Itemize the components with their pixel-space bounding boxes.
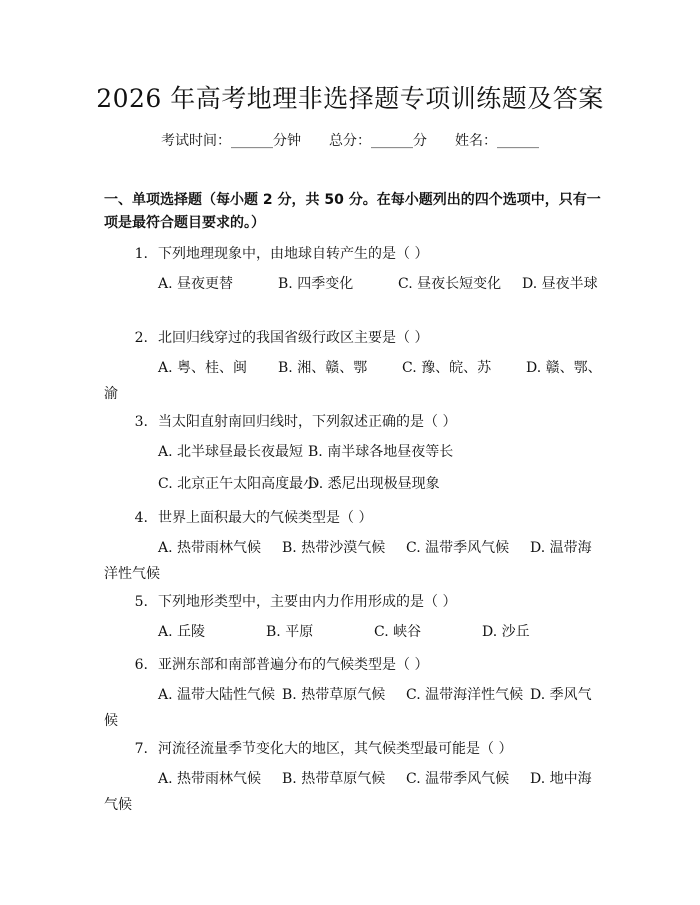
question-stem: [104, 411, 604, 433]
option-b: B. 热带草原气候: [282, 687, 386, 703]
document-title: 2026 年高考地理非选择题专项训练题及答案: [96, 84, 604, 113]
option-d: D. 赣、鄂、渝: [104, 360, 602, 402]
option-a: A. 昼夜更替: [158, 276, 234, 292]
option-a: A. 热带雨林气候: [158, 771, 262, 787]
option-b: B. 四季变化: [278, 276, 354, 292]
question-number: 3.: [134, 414, 148, 430]
total-score-label: 总分：______分: [329, 133, 427, 149]
question-options: [104, 355, 604, 407]
option-c: C. 峡谷: [374, 624, 422, 640]
option-c: C. 温带季风气候: [406, 771, 510, 787]
option-a: A. 粤、桂、闽: [158, 360, 248, 376]
question-options: [104, 682, 604, 734]
option-b: B. 南半球各地昼夜等长: [308, 444, 454, 460]
option-c: C. 温带季风气候: [406, 540, 510, 556]
option-d: D. 地中海气候: [104, 771, 592, 813]
question-stem: [104, 654, 604, 676]
option-b: B. 平原: [266, 624, 314, 640]
exam-meta: [0, 131, 700, 151]
question-text: 北回归线穿过的我国省级行政区主要是（ ）: [158, 330, 429, 346]
section-heading: 一、单项选择题（每小题 2 分，共 50 分。在每小题列出的四个选项中，只有一项是最符合题目要求的。）: [104, 192, 601, 231]
question-number: 6.: [134, 657, 148, 673]
question-options: [104, 271, 604, 297]
question-stem: [104, 738, 604, 760]
option-a: A. 热带雨林气候: [158, 540, 262, 556]
option-a: A. 丘陵: [158, 624, 206, 640]
question-text: 当太阳直射南回归线时，下列叙述正确的是（ ）: [158, 414, 457, 430]
question-number: 2.: [134, 330, 148, 346]
option-d: D. 悉尼出现极昼现象: [308, 476, 440, 492]
option-a: A. 北半球昼最长夜最短: [158, 444, 304, 460]
option-a: A. 温带大陆性气候: [158, 687, 276, 703]
question-stem: [104, 243, 604, 265]
question-options: [104, 471, 604, 497]
question-options: [104, 535, 604, 587]
option-c: C. 温带海洋性气候: [406, 687, 524, 703]
question-number: 1.: [134, 246, 148, 262]
question-stem: [104, 327, 604, 349]
student-name-label: 姓名：______: [455, 133, 539, 149]
question-options: [104, 766, 604, 818]
option-b: B. 热带草原气候: [282, 771, 386, 787]
option-b: B. 热带沙漠气候: [282, 540, 386, 556]
question-stem: [104, 507, 604, 529]
question-options: [104, 439, 604, 465]
option-c: C. 北京正午太阳高度最小: [158, 476, 318, 492]
question-text: 下列地形类型中，主要由内力作用形成的是（ ）: [158, 594, 457, 610]
question-number: 5.: [134, 594, 148, 610]
question-text: 亚洲东部和南部普遍分布的气候类型是（ ）: [158, 657, 429, 673]
exam-time-label: 考试时间：______分钟: [161, 133, 301, 149]
question-text: 河流径流量季节变化大的地区，其气候类型最可能是（ ）: [158, 741, 513, 757]
question-stem: [104, 591, 604, 613]
option-d: D. 温带海洋性气候: [104, 540, 592, 582]
question-options: [104, 619, 604, 645]
option-b: B. 湘、赣、鄂: [278, 360, 368, 376]
question-number: 7.: [134, 741, 148, 757]
option-d: D. 季风气候: [104, 687, 592, 729]
option-d: D. 昼夜半球: [522, 276, 598, 292]
option-d: D. 沙丘: [482, 624, 530, 640]
option-c: C. 昼夜长短变化: [398, 276, 502, 292]
question-text: 世界上面积最大的气候类型是（ ）: [158, 510, 373, 526]
question-number: 4.: [134, 510, 148, 526]
question-text: 下列地理现象中，由地球自转产生的是（ ）: [158, 246, 429, 262]
option-c: C. 豫、皖、苏: [402, 360, 492, 376]
